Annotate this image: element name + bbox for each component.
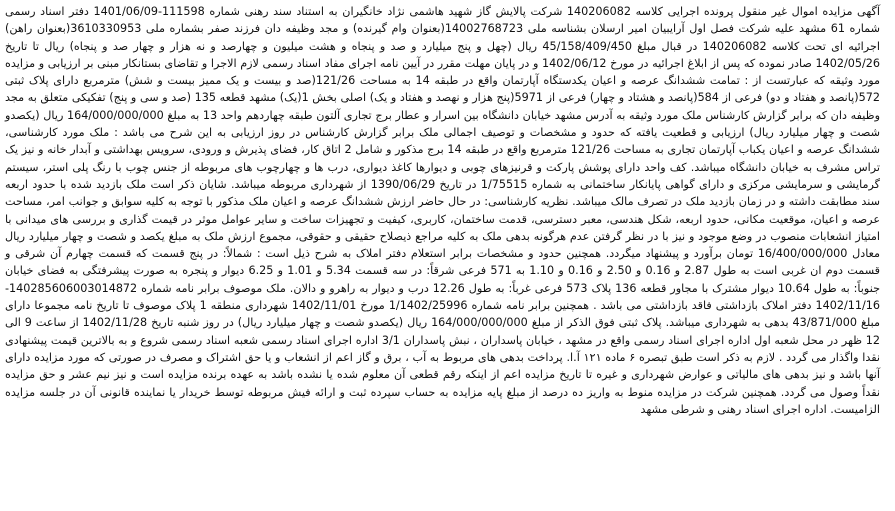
notice-body-text: آگهی مزایده اموال غیر منقول پرونده اجرایی کلاسه 140206082 شرکت پالایش گاز شهید هاشمی نژاد خانگیران به استناد سند رهنی شماره 111598-1401/06/09 دفتر اسناد رسمی شماره 61 مشهد علیه شرکت فصل اول آرایبیان امیر ارسلان بشناسه ملی 14002768723(بعنوان وام گیرنده) و مجد وظیفه دان فرزند صفر بشماره ملی 3610330953(بعنوان راهن) اجرائیه ای تحت کلاسه 140206082 در قبال مبلغ 45/158/409/450 ریال (چهل و پنج میلیارد و صد و پنجاه و هشت میلیون و چهارصد و نه هزار و چهار صد و پنجاه) ریال تا تاریخ 1402/05/26 صادر نموده که پس از ابلاغ اجرائیه در مورخ 1402/06/12 و در پایان مهلت مقرر در آیین نامه اجرای مفاد اسناد رسمی لازم الاجرا و تقاضای بستانکار مبنی بر ارزیابی و مزایده مورد وثیقه که عبارتست از : تمامت ششدانگ عرصه و اعیان یکدستگاه آپارتمان واقع در طبقه 14 به مساحت 121/26(صد و بیست و یک ممیز بیست و شش) مترمربع دارای پلاک ثبتی 572(پانصد و هفتاد و دو) فرعی از 584(پانصد و هشتاد و چهار) فرعی از 5971(پنج هزار و نهصد و هفتاد و یک) اصلی بخش 1(یک) مشهد قطعه 135 (صد و سی و پنج) تفکیکی متعلق به مجد وظیفه دان که برابر گزارش کارشناس ملک مورد وثیقه به آدرس مشهد خیابان دانشگاه بین اسرار و عطار برج تجاری آلتون طبقه چهاردهم واحد 13 به مبلغ 164/000/000/000 ریال (یکصدو شصت و چهار میلیارد ریال) ارزیابی و قطعیت یافته که حدود و مشخصات و توصیف اجمالی ملک برابر گزارش کارشناس در روز ارزیابی به این شرح می باشد : ملک مورد کارشناسی، ششدانگ عرصه و اعیان یکباب آپارتمان تجاری به مساحت 121/26 مترمربع واقع در طبقه 14 برج مذکور و شامل 2 اتاق کار، فضای پذیرش و ورودی، سرویس بهداشتی و آبدار خانه و نیز یک تراس مشرف به خیابان دانشگاه میباشد. کف واحد دارای پوشش پارکت و قرنیزهای چوبی و دیوارها کاغذ دیواری، درب ها و چهارچوب های مربوطه از جنس چوب با رنگ پلی استر، سیستم گرمایشی و سرمایشی مرکزی و دارای گواهی پایانکار ساختمانی به شماره 1/75515 در تاریخ 1390/06/29 از شهرداری مربوطه میباشد. شایان ذکر است ملک بازدید شده با حدود اربعه سند مطابقت داشته و در زمان بازدید ملک در تصرف مالک میباشد. نظریه کارشناسی: در حال حاضر ارزش ششدانگ عرصه و اعیان ملک مذکور با توجه به کلیه سوابق و جوانب امر، مساحت عرصه و اعیان، موقعیت مکانی، حدود اربعه، شکل هندسی، معبر دسترسی، قدمت ساختمان، کاربری، کیفیت و تجهیزات ساخت و سایر عوامل موثر در قیمت گذاری و بررسی های میدانی با امتیاز انشعابات منصوب در وضع موجود و نیز با در نظر گرفتن عدم هرگونه بدهی ملک به کلیه مراجع ذیصلاح حقیقی و حقوقی، مجموع ارزش ملک به مبلغ یکصد و شصت و چهار میلیارد ریال معادل 16/400/000/000 تومان برآورد و پیشنهاد میگردد. همچنین حدود و مشخصات برابر استعلام دفتر املاک به شرح ذیل است : شمالاً: در پنج قسمت که قسمت چهارم آن شرقی و قسمت دوم ان غربی است به طول 2.87 و 0.16 و 2.50 و 0.16 و 1.10 به 571 فرعی شرقاً: در سه قسمت 5.34 و 1.01 و 6.25 دیوار و پنجره به صورت پیشرفتگی به فضای خیابان جنوباً: به طول 10.64 دیوار مشترک با مجاور قطعه 136 پلاک 573 فرعی غرباً: به طول 12.26 درب و دیوار به راهرو و دالان. ملک موصوف برابر نامه شماره 140285606003014872-1402/11/16 دفتر املاک بازداشتی فاقد بازداشتی می باشد . همچنین برابر نامه شماره 1/1402/25996 مورخ 1402/11/01 شهرداری منطقه 1 پلاک موصوف تا تاریخ نامه مجموعا دارای مبلغ 43/871/000 بدهی به شهرداری میباشد. پلاک ثبتی فوق الذکر از مبلغ 164/000/000/000 ریال (یکصدو شصت و چهار میلیارد ریال) در روز شنبه تاریخ 1402/11/28 از ساعت 9 الی 12 ظهر در محل شعبه اول اداره اجرای اسناد رسمی واقع در مشهد ، خیابان پاسداران ، نبش پاسداران 3/1 اداره اجرای اسناد رسمی شعبه اسناد رسمی شروع و به بالاترین قیمت پیشنهادی نقدا واگذار می گردد . لازم به ذکر است طبق تبصره ۶ ماده ۱۲۱ آ.ا. پرداخت بدهی های مربوط به آب ، برق و گاز اعم از انشعاب و یا حق اشتراک و مصرف در صورتی که مورد مزایده دارای آنها باشد و نیز بدهی های مالیاتی و عوارض شهرداری و غیره تا تاریخ مزایده اعم از اینکه رقم قطعی آن معلوم شده یا نشده باشد به عهده برنده مزایده است و نیز نیم عشر و حق مزایده نقداً وصول می گردد. همچنین شرکت در مزایده منوط به واریز ده درصد از مبلغ پایه مزایده به حساب سپرده ثبت و ارائه فیش مربوطه توسط خریدار یا نماینده قانونی آن در جلسه مزایده الزامیست. اداره اجرای اسناد رهنی و شرطی مشهد	[5, 5, 881, 416]
